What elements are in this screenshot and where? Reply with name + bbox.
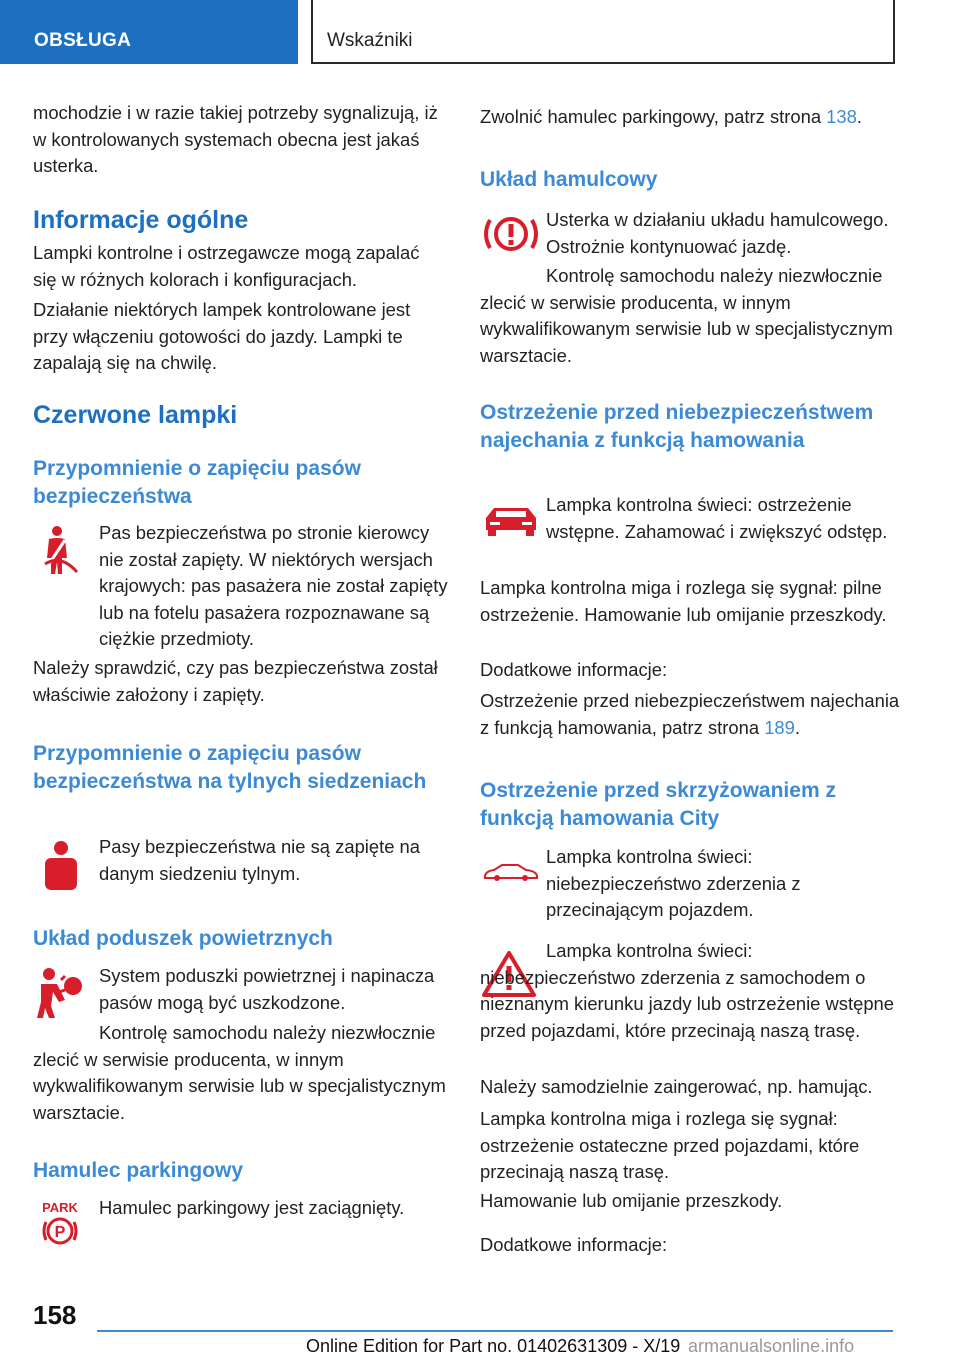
- page-link-189[interactable]: 189: [764, 716, 795, 738]
- collision-paragraph-1: Lampka kontrolna świeci: ostrzeżenie wstępne. Zahamować i zwiększyć odstęp.: [546, 494, 888, 542]
- heading-general: Informacje ogólne: [33, 206, 249, 234]
- watermark-text: armanualsonline.info: [688, 1336, 855, 1356]
- seatbelt-paragraph-2: Należy sprawdzić, czy pas bezpieczeństwa został właściwie założony i zapięty.: [33, 657, 438, 705]
- collision-ref-text: Ostrzeżenie przed niebezpieczeństwem najechania z funkcją hamowania, patrz strona: [480, 690, 900, 738]
- chapter-title: Wskaźniki: [327, 30, 413, 51]
- rear-seat-icon: [41, 838, 81, 899]
- heading-seatbelt: Przypomnienie o zapięciu pasów bezpieczeństwa: [33, 457, 361, 508]
- heading-red-lamps: Czerwone lampki: [33, 401, 238, 429]
- city-paragraph-2-text: Lampka kontrolna świeci: niebezpieczeństwo zderzenia z samochodem o nieznanym kierunku jazdy lub ostrzeżenie wstępne przed pojazdami, które przecinają naszą trasę.: [480, 940, 895, 1041]
- release-text: Zwolnić hamulec parkingowy, patrz strona: [480, 106, 827, 127]
- seatbelt-paragraph-1a: [99, 520, 449, 653]
- airbag-paragraph-2: Kontrolę samochodu należy niezwłocznie zlecić w serwisie producenta, w innym wykwalifikowanym serwisie lub w specjalistycznym warsztacie.: [33, 1022, 446, 1123]
- heading-rear-seatbelt: Przypomnienie o zapięciu pasów bezpieczeństwa na tylnych siedzeniach: [33, 742, 427, 793]
- airbag-warning-icon: [35, 966, 85, 1025]
- collision-paragraph-3: Dodatkowe informacje:: [480, 659, 668, 680]
- general-paragraph-2: Działanie niektórych lampek kontrolowane jest przy włączeniu gotowości do jazdy. Lampki te zapalają się na chwilę.: [33, 299, 411, 373]
- heading-airbag: Układ poduszek powietrznych: [33, 927, 333, 950]
- car-side-icon: [482, 862, 540, 887]
- heading-collision-warning: Ostrzeżenie przed niebezpieczeństwem najechania z funkcją hamowania: [480, 401, 874, 452]
- brake-paragraph-1: Usterka w działaniu układu hamulcowego. Ostrożnie kontynuować jazdę.: [546, 209, 889, 257]
- park-symbol: P: [54, 1224, 66, 1241]
- airbag-paragraph-1: System poduszki powietrznej i napinacza pasów mogą być uszkodzone.: [99, 965, 435, 1013]
- parking-paragraph: Hamulec parkingowy jest zaciągnięty.: [99, 1197, 405, 1218]
- city-paragraph-4: Lampka kontrolna miga i rozlega się sygnał: ostrzeżenie ostateczne przed pojazdami, które przecinają naszą trasę.: [480, 1108, 860, 1182]
- intro-text: mochodzie i w razie takiej potrzeby sygnalizują, iż w kontrolowanych systemach obecna jest jakaś usterka.: [33, 102, 438, 176]
- heading-city-warning: Ostrzeżenie przed skrzyżowaniem z funkcją hamowania City: [480, 779, 836, 830]
- brake-paragraph-2: Kontrolę samochodu należy niezwłocznie zlecić w serwisie producenta, w innym wykwalifikowanym serwisie lub w specjalistycznym warsztacie.: [480, 265, 893, 366]
- heading-brake-system: Układ hamulcowy: [480, 168, 658, 191]
- chapter-header: [311, 0, 895, 64]
- city-paragraph-6: Dodatkowe informacje:: [480, 1234, 668, 1255]
- section-tab: [0, 0, 298, 64]
- rear-seatbelt-paragraph: Pasy bezpieczeństwa nie są zapięte na danym siedzeniu tylnym.: [99, 836, 421, 884]
- page-number: 158: [33, 1300, 77, 1330]
- collision-paragraph-4: Ostrzeżenie przed niebezpieczeństwem najechania z funkcją hamowania, patrz strona 189.: [480, 690, 900, 738]
- footer-divider: [97, 1330, 893, 1332]
- city-paragraph-2: [480, 938, 900, 1044]
- city-paragraph-1: Lampka kontrolna świeci: niebezpieczeństwo zderzenia z przecinającym pojazdem.: [546, 846, 801, 920]
- section-title: OBSŁUGA: [34, 30, 132, 51]
- car-warning-icon: [482, 500, 540, 545]
- park-label: PARK: [42, 1200, 78, 1215]
- page-link-138[interactable]: 138: [826, 106, 857, 127]
- brake-warning-icon: [482, 212, 540, 261]
- city-paragraph-3: Należy samodzielnie zaingerować, np. hamując.: [480, 1076, 873, 1097]
- edition-text: Online Edition for Part no. 01402631309 - X/19: [306, 1336, 681, 1356]
- general-paragraph-1: Lampki kontrolne i ostrzegawcze mogą zapalać się w różnych kolorach i konfiguracjach.: [33, 242, 420, 290]
- heading-parking-brake: Hamulec parkingowy: [33, 1159, 244, 1182]
- city-paragraph-5: Hamowanie lub omijanie przeszkody.: [480, 1190, 783, 1211]
- release-parking-text: Zwolnić hamulec parkingowy, patrz strona 138.: [480, 106, 862, 127]
- seatbelt-text: Pas bezpieczeństwa po stronie kierowcy nie został zapięty. W niektórych wersjach krajowych: pas pasażera nie został zapięty lub na fotelu pasażera rozpoznawane są ciężkie przedmioty.: [99, 522, 448, 649]
- collision-paragraph-2: Lampka kontrolna miga i rozlega się sygnał: pilne ostrzeżenie. Hamowanie lub omijanie przeszkody.: [480, 577, 887, 625]
- parking-brake-icon: [37, 1198, 83, 1253]
- seatbelt-warning-icon: [41, 524, 81, 585]
